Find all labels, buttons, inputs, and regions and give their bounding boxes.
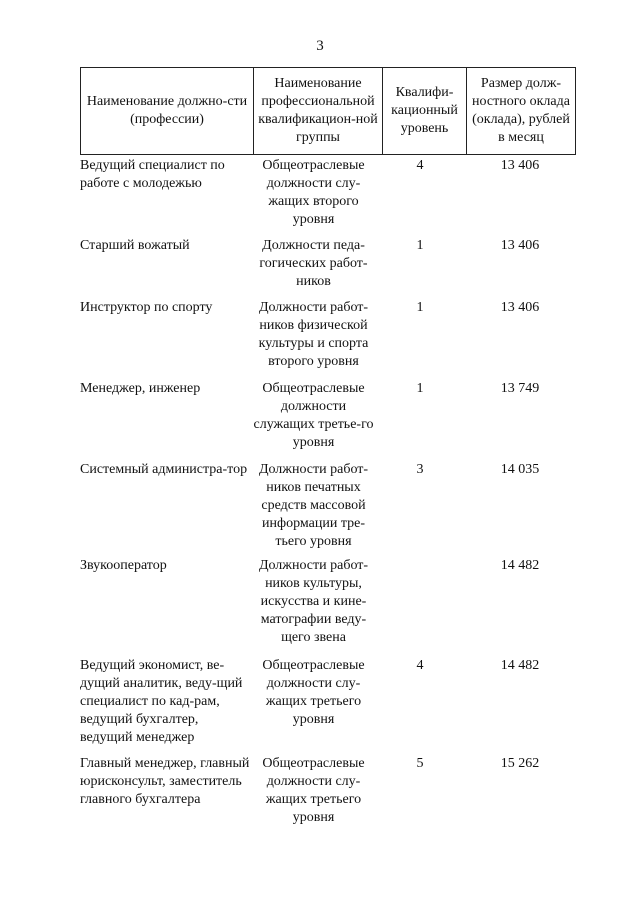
- position-cell: Инструктор по спорту: [80, 300, 213, 315]
- position-cell: Менеджер, инженер: [80, 381, 201, 396]
- position-cell: Звукооператор: [80, 558, 167, 573]
- salary-cell: 14 482: [500, 558, 540, 573]
- salary-cell: 13 406: [500, 238, 540, 253]
- position-cell: Ведущий экономист, ве-дущий аналитик, веду-щий специалист по кад-рам, ведущий бухгалтер, ведущий менеджер: [80, 658, 243, 745]
- group-cell: Общеотраслевые должности слу-жащих третьего уровня: [262, 658, 365, 727]
- group-cell: Должности работ-ников печатных средств массовой информации тре-тьего уровня: [258, 462, 369, 549]
- page-number: 3: [316, 38, 324, 54]
- header-salary: Размер долж-ностного оклада (оклада), рублей в месяц: [467, 68, 576, 155]
- salary-cell: 15 262: [500, 756, 540, 771]
- level-cell: 5: [416, 756, 424, 771]
- salary-cell: 14 482: [500, 658, 540, 673]
- position-cell: Ведущий специалист по работе с молодежью: [80, 158, 225, 191]
- position-cell: Системный администра-тор: [80, 462, 248, 477]
- header-qualification-level: Квалифи-кационный уровень: [383, 68, 467, 155]
- salary-cell: 13 749: [500, 381, 540, 396]
- level-cell: 1: [416, 238, 424, 253]
- salary-cell: 14 035: [500, 462, 540, 477]
- level-cell: 4: [416, 158, 424, 173]
- group-cell: Должности педа-гогических работ-ников: [259, 238, 368, 289]
- group-cell: Должности работ-ников физической культуры и спорта второго уровня: [258, 300, 369, 369]
- position-cell: Главный менеджер, главный юрисконсульт, заместитель главного бухгалтера: [80, 756, 250, 807]
- level-cell: 1: [416, 300, 424, 315]
- group-cell: Общеотраслевые должности слу-жащих второго уровня: [262, 158, 365, 227]
- group-cell: Должности работ-ников культуры, искусства и кине-матографии веду-щего звена: [258, 558, 369, 645]
- table-header: [80, 67, 576, 155]
- group-cell: Общеотраслевые должности служащих третье-го уровня: [253, 381, 374, 450]
- salary-cell: 13 406: [500, 158, 540, 173]
- group-cell: Общеотраслевые должности слу-жащих третьего уровня: [262, 756, 365, 825]
- header-position: Наименование должно-сти (профессии): [81, 68, 254, 155]
- level-cell: 3: [416, 462, 424, 477]
- position-cell: Старший вожатый: [80, 238, 190, 253]
- level-cell: 4: [416, 658, 424, 673]
- level-cell: 1: [416, 381, 424, 396]
- header-qualification-group: Наименование профессиональной квалификацион-ной группы: [254, 68, 383, 155]
- salary-cell: 13 406: [500, 300, 540, 315]
